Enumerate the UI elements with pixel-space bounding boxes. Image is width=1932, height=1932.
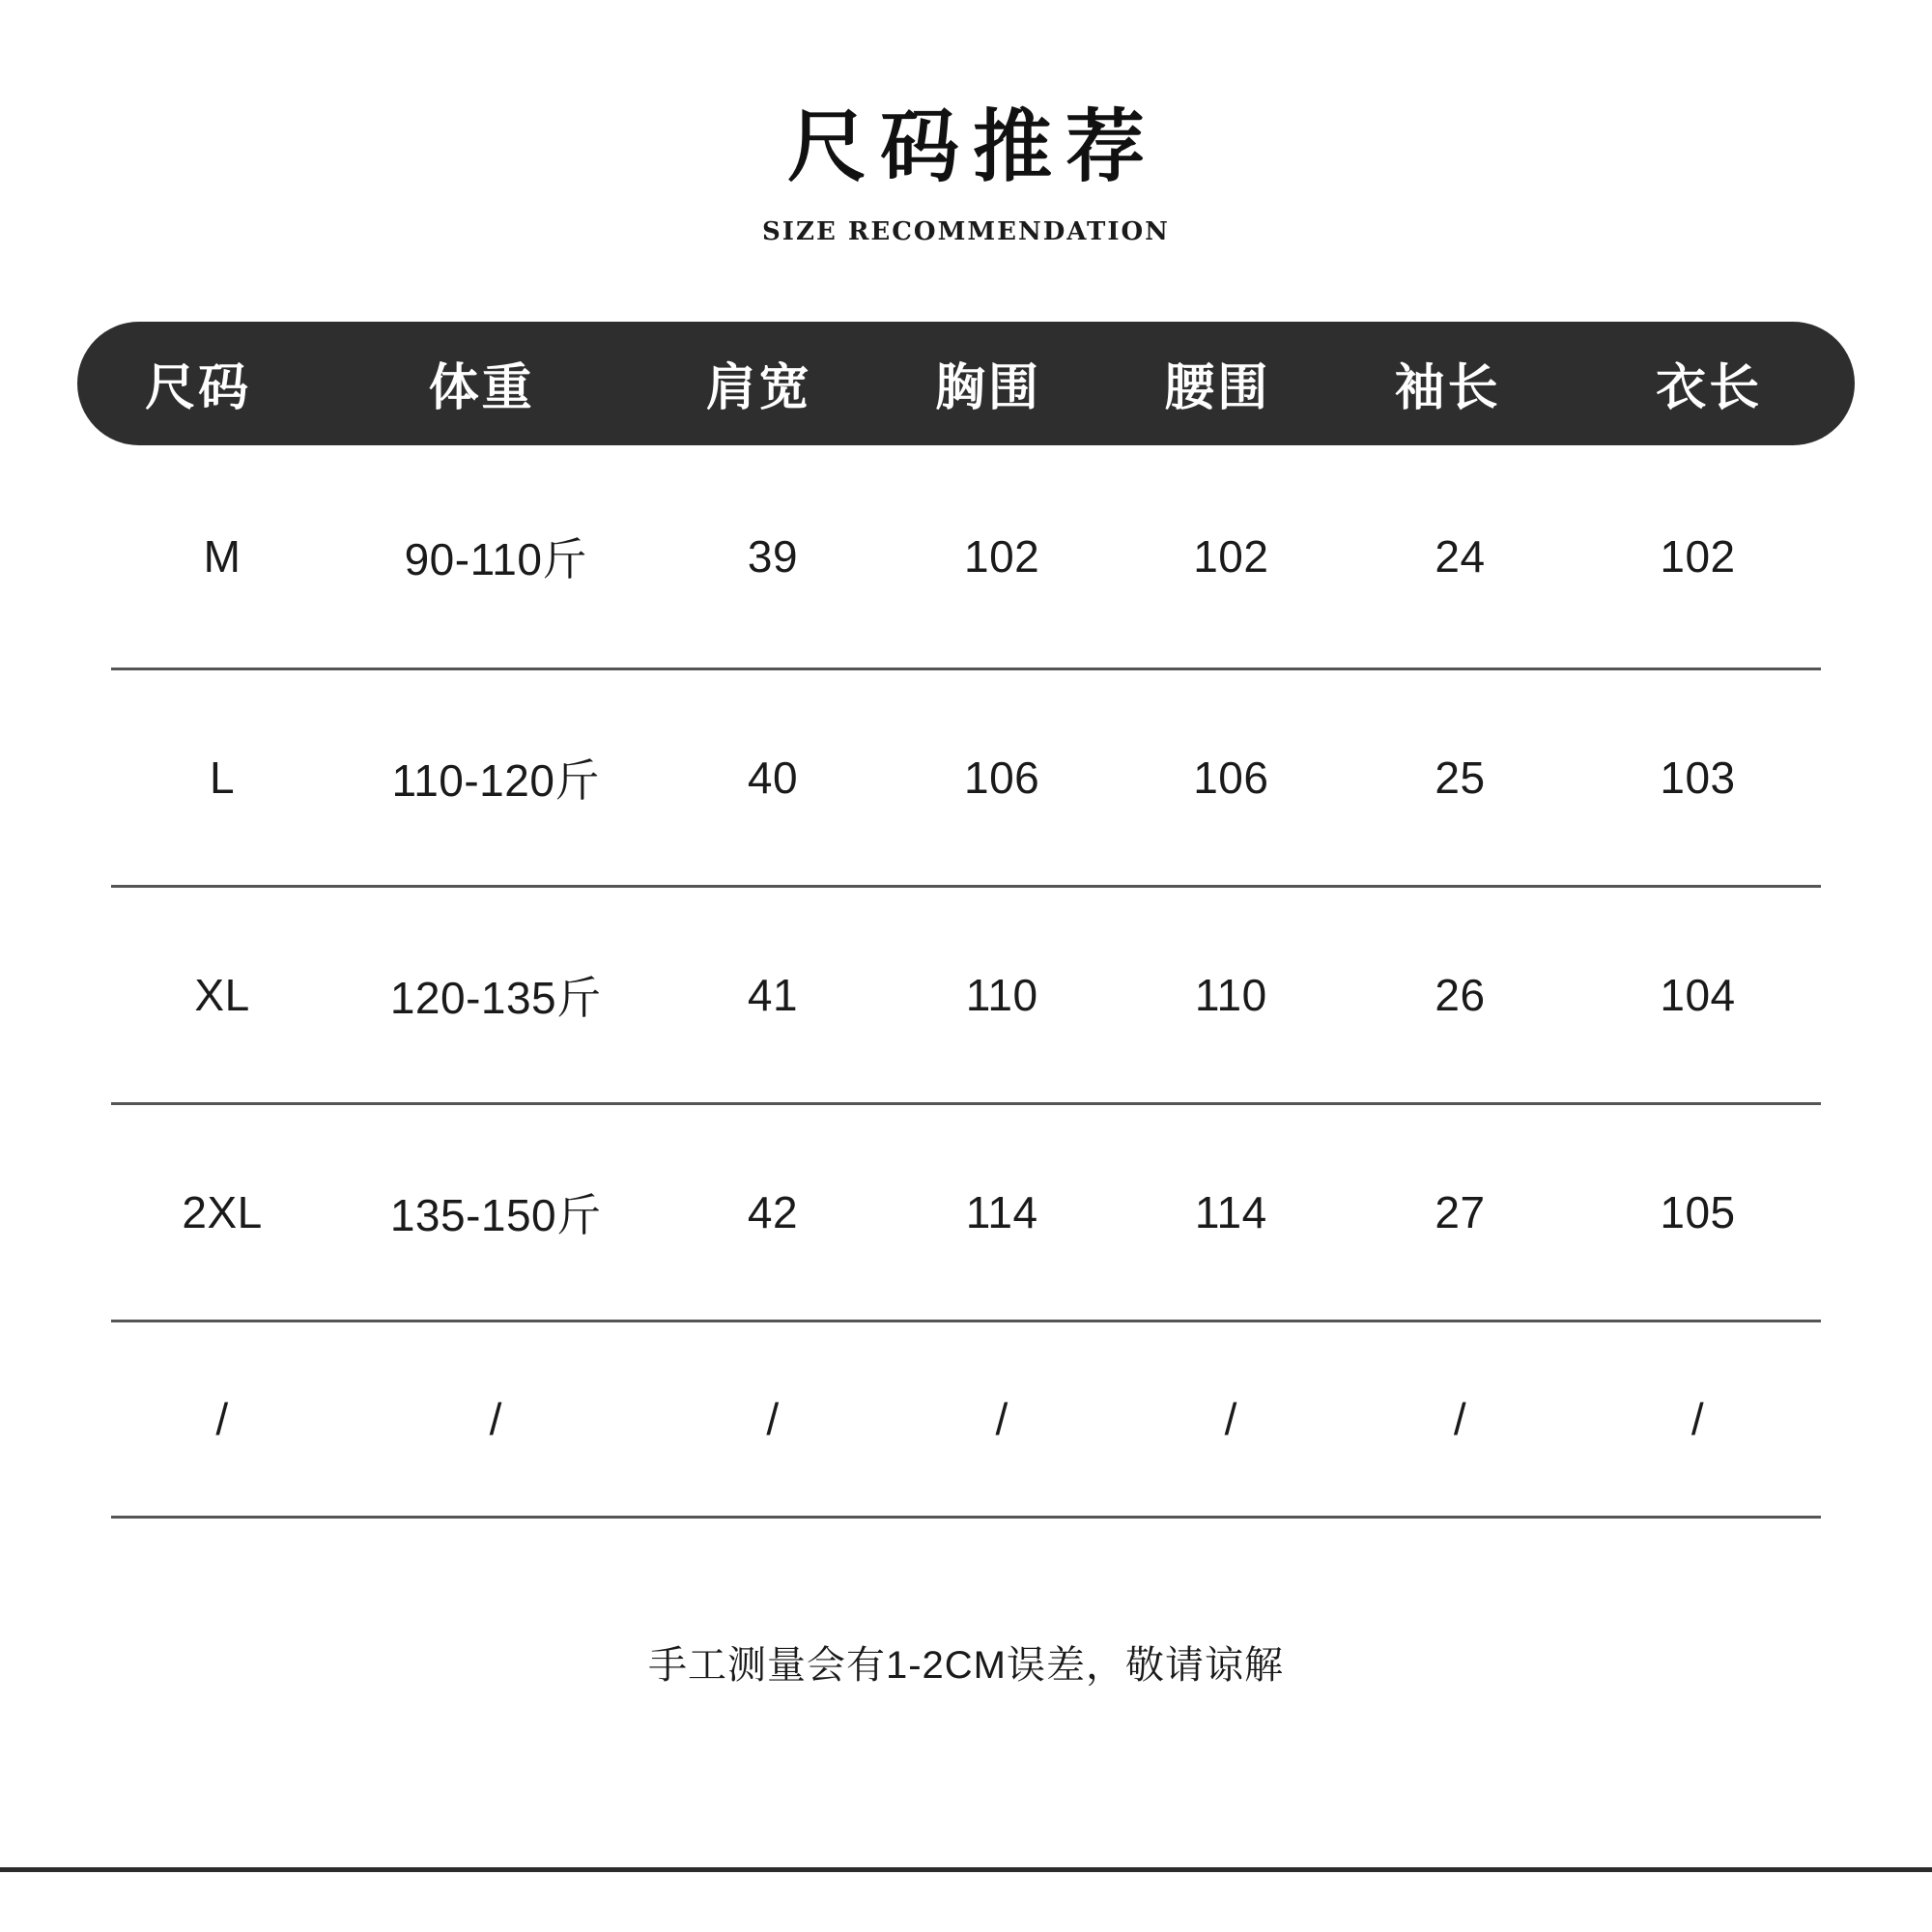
cell-weight: 120-135斤 <box>389 972 602 1023</box>
page-title: 尺码推荐 <box>786 100 1158 193</box>
column-header-weight: 体重 <box>428 358 535 418</box>
cell-length: 102 <box>1660 530 1736 582</box>
cell-length: 105 <box>1660 1186 1736 1237</box>
table-row <box>111 1105 1821 1322</box>
cell-waist: 106 <box>1193 752 1269 803</box>
cell-bust: 102 <box>964 530 1040 582</box>
bottom-divider <box>0 1867 1932 1872</box>
cell-shoulder: 39 <box>747 530 799 582</box>
cell-shoulder: / <box>766 1393 780 1444</box>
cell-bust: / <box>995 1393 1009 1444</box>
table-header-row <box>77 322 1855 445</box>
cell-bust: 114 <box>965 1186 1038 1237</box>
column-header-shoulder: 肩宽 <box>705 358 812 418</box>
table-body <box>111 445 1821 1519</box>
page-subtitle: SIZE RECOMMENDATION <box>762 216 1170 246</box>
cell-waist: 114 <box>1194 1186 1267 1237</box>
column-header-length: 衣长 <box>1656 358 1763 418</box>
cell-shoulder: 41 <box>747 969 799 1020</box>
cell-size: XL <box>194 969 250 1020</box>
cell-sleeve: / <box>1453 1393 1467 1444</box>
size-table <box>77 322 1855 1519</box>
cell-waist: 102 <box>1193 530 1269 582</box>
cell-length: 103 <box>1660 752 1736 803</box>
cell-sleeve: 25 <box>1435 752 1486 803</box>
cell-sleeve: 27 <box>1435 1186 1486 1237</box>
cell-size: 2XL <box>182 1186 263 1237</box>
cell-size: M <box>203 530 242 582</box>
table-row <box>111 670 1821 888</box>
table-row <box>111 445 1821 670</box>
cell-size: / <box>215 1393 229 1444</box>
cell-sleeve: 24 <box>1435 530 1486 582</box>
column-header-bust: 胸围 <box>934 358 1041 418</box>
cell-length: 104 <box>1660 969 1736 1020</box>
cell-sleeve: 26 <box>1435 969 1486 1020</box>
cell-waist: 110 <box>1194 969 1267 1020</box>
cell-length: / <box>1690 1393 1705 1444</box>
column-header-size: 尺码 <box>145 358 252 418</box>
measurement-note: 手工测量会有1-2CM误差，敬请谅解 <box>647 1643 1285 1687</box>
table-row <box>111 888 1821 1105</box>
cell-shoulder: 40 <box>747 752 799 803</box>
cell-weight: / <box>489 1393 502 1444</box>
cell-bust: 110 <box>965 969 1038 1020</box>
cell-shoulder: 42 <box>747 1186 799 1237</box>
title-block <box>0 100 1932 246</box>
column-header-sleeve: 袖长 <box>1394 358 1501 418</box>
table-row <box>111 1322 1821 1519</box>
cell-waist: / <box>1224 1393 1237 1444</box>
cell-bust: 106 <box>964 752 1040 803</box>
column-header-waist: 腰围 <box>1164 358 1271 418</box>
cell-weight: 90-110斤 <box>404 533 587 584</box>
cell-weight: 110-120斤 <box>391 754 600 806</box>
cell-size: L <box>210 752 236 803</box>
cell-weight: 135-150斤 <box>389 1189 602 1240</box>
